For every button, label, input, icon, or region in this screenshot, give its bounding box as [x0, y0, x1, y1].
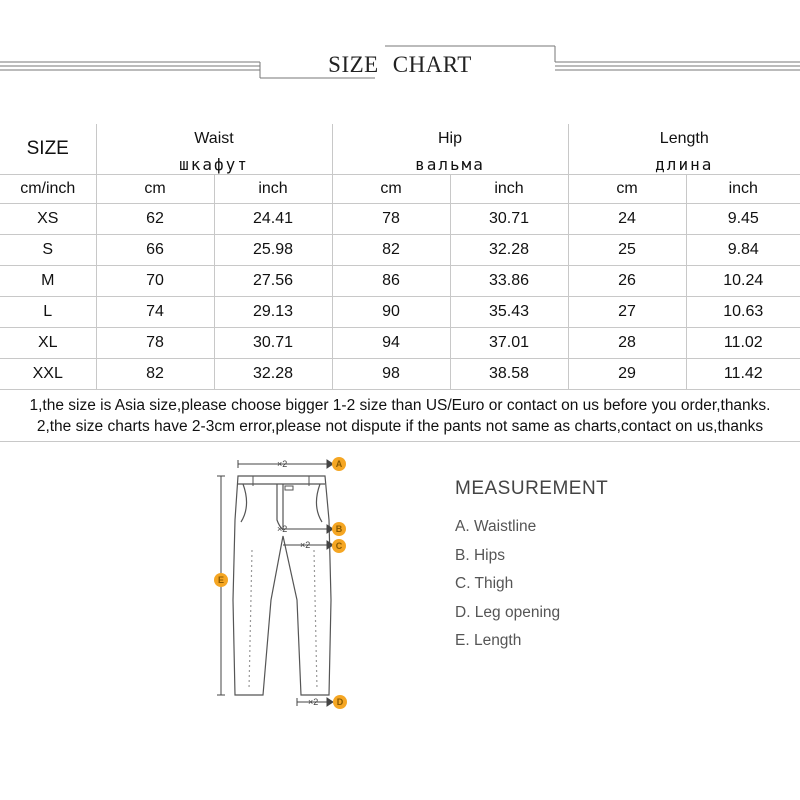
- size-cell: L: [0, 297, 96, 328]
- svg-text:C: C: [335, 541, 343, 551]
- table-row: [0, 204, 800, 235]
- badge-e: [214, 573, 228, 587]
- unit-cm: cm: [568, 175, 686, 204]
- hip-cm-cell: 98: [332, 359, 450, 390]
- measurement-list: [455, 518, 560, 661]
- measurement-item-length: E. Length: [455, 632, 522, 649]
- length-inch-cell: 11.42: [686, 359, 800, 390]
- pants-diagram: [205, 450, 355, 720]
- hip-cm-cell: 90: [332, 297, 450, 328]
- table-row: [0, 328, 800, 359]
- group-header-waist: Waist: [96, 124, 332, 154]
- hip-inch-cell: 30.71: [450, 204, 568, 235]
- note-line-1: 1,the size is Asia size,please choose bigger 1-2 size than US/Euro or contact on us before you order,thanks.: [29, 397, 771, 414]
- title-word-size: SIZE: [328, 52, 379, 77]
- waist-cm-cell: 62: [96, 204, 214, 235]
- waist-cm-cell: 82: [96, 359, 214, 390]
- hip-cm-cell: 82: [332, 235, 450, 266]
- length-cm-cell: 27: [568, 297, 686, 328]
- length-inch-cell: 10.63: [686, 297, 800, 328]
- size-table: [0, 124, 800, 390]
- multiplier-b: ×2: [277, 524, 288, 534]
- measurement-item-leg-opening: D. Leg opening: [455, 603, 561, 621]
- note-line-2: 2,the size charts have 2-3cm error,please not dispute if the pants not same as charts,contact on us,thanks: [36, 418, 764, 435]
- length-inch-cell: 9.45: [686, 204, 800, 235]
- multiplier-c: ×2: [300, 540, 311, 550]
- group-subheader-hip: вальма: [332, 154, 568, 175]
- pants-outline: [233, 476, 331, 695]
- table-row: [0, 235, 800, 266]
- waist-inch-cell: 27.56: [214, 266, 332, 297]
- waist-cm-cell: 78: [96, 328, 214, 359]
- length-cm-cell: 29: [568, 359, 686, 390]
- group-subheader-waist: шкафут: [96, 154, 332, 175]
- badge-c: [332, 539, 346, 553]
- length-inch-cell: 9.84: [686, 235, 800, 266]
- table-row: [0, 297, 800, 328]
- hip-cm-cell: 78: [332, 204, 450, 235]
- badge-b: [332, 522, 346, 536]
- length-cm-cell: 24: [568, 204, 686, 235]
- svg-text:A: A: [335, 459, 343, 469]
- badge-a: [332, 457, 346, 471]
- waist-cm-cell: 66: [96, 235, 214, 266]
- unit-inch: inch: [686, 175, 800, 204]
- size-column-header: SIZE: [0, 124, 96, 175]
- waist-cm-cell: 70: [96, 266, 214, 297]
- unit-cm: cm: [96, 175, 214, 204]
- svg-text:E: E: [217, 575, 225, 585]
- unit-inch: inch: [214, 175, 332, 204]
- length-inch-cell: 10.24: [686, 266, 800, 297]
- badge-d: [333, 695, 347, 709]
- unit-cm: cm: [332, 175, 450, 204]
- group-subheader-length: длина: [568, 154, 800, 175]
- table-subheader-row: [0, 154, 800, 175]
- hip-inch-cell: 37.01: [450, 328, 568, 359]
- unit-label: cm/inch: [0, 175, 96, 204]
- table-header-row: [0, 124, 800, 154]
- length-cm-cell: 26: [568, 266, 686, 297]
- hip-cm-cell: 94: [332, 328, 450, 359]
- measurement-item-hips: B. Hips: [455, 546, 505, 564]
- multiplier-d: ×2: [308, 697, 319, 707]
- measurement-item-thigh: C. Thigh: [455, 575, 514, 592]
- waist-inch-cell: 25.98: [214, 235, 332, 266]
- waist-inch-cell: 32.28: [214, 359, 332, 390]
- svg-text:B: B: [335, 524, 343, 534]
- multiplier-a: ×2: [277, 459, 288, 469]
- hip-cm-cell: 86: [332, 266, 450, 297]
- title-word-chart: CHART: [392, 52, 472, 77]
- size-cell: XXL: [0, 359, 96, 390]
- measurement-title: MEASUREMENT: [455, 478, 609, 499]
- unit-row: [0, 175, 800, 204]
- header: [0, 0, 800, 110]
- waist-inch-cell: 24.41: [214, 204, 332, 235]
- group-header-length: Length: [568, 124, 800, 154]
- unit-inch: inch: [450, 175, 568, 204]
- length-inch-cell: 11.02: [686, 328, 800, 359]
- divider: [0, 441, 800, 442]
- waist-inch-cell: 30.71: [214, 328, 332, 359]
- page-title: [0, 52, 800, 78]
- size-cell: M: [0, 266, 96, 297]
- size-notes: [0, 395, 800, 437]
- waist-cm-cell: 74: [96, 297, 214, 328]
- hip-inch-cell: 33.86: [450, 266, 568, 297]
- size-cell: XS: [0, 204, 96, 235]
- hip-inch-cell: 35.43: [450, 297, 568, 328]
- length-cm-cell: 28: [568, 328, 686, 359]
- hip-inch-cell: 32.28: [450, 235, 568, 266]
- table-row: [0, 359, 800, 390]
- svg-text:D: D: [336, 697, 344, 707]
- table-row: [0, 266, 800, 297]
- measurement-item-waistline: A. Waistline: [455, 518, 537, 535]
- size-cell: XL: [0, 328, 96, 359]
- length-cm-cell: 25: [568, 235, 686, 266]
- group-header-hip: Hip: [332, 124, 568, 154]
- size-cell: S: [0, 235, 96, 266]
- hip-inch-cell: 38.58: [450, 359, 568, 390]
- waist-inch-cell: 29.13: [214, 297, 332, 328]
